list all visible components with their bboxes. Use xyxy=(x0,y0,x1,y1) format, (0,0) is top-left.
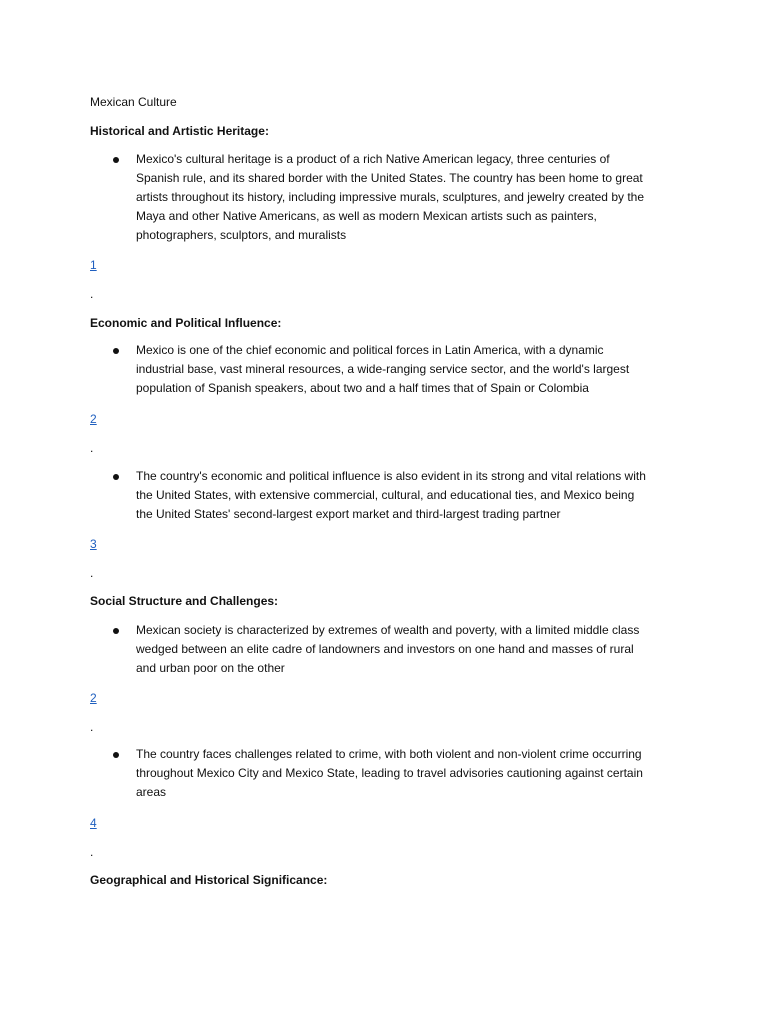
bullet-icon xyxy=(113,752,119,758)
paragraph-line: The country's economic and political influence is also evident in its strong and vital relations with xyxy=(136,469,646,483)
paragraph-line: photographers, sculptors, and muralists xyxy=(136,228,347,242)
paragraph-line: Maya and other Native Americans, as well as modern Mexican artists such as painters, xyxy=(136,209,597,223)
section-heading-geographical: Geographical and Historical Significance: xyxy=(90,873,328,887)
paragraph-line: Spanish rule, and its shared border with the United States. The country has been home to great xyxy=(136,171,643,185)
citation-link[interactable]: 2 xyxy=(90,412,97,426)
paragraph-line: wedged between an elite cadre of landowners and investors on one hand and masses of rural xyxy=(136,642,634,656)
citation-period: . xyxy=(90,566,94,580)
paragraph-line: the United States, with extensive commercial, cultural, and educational ties, and Mexico being xyxy=(136,488,635,502)
bullet-paragraph xyxy=(136,150,696,245)
paragraph-line: The country faces challenges related to crime, with both violent and non-violent crime occurring xyxy=(136,747,642,761)
bullet-paragraph xyxy=(136,467,696,524)
paragraph-line: Mexico's cultural heritage is a product of a rich Native American legacy, three centuries of xyxy=(136,152,610,166)
paragraph-line: the United States' second-largest export market and third-largest trading partner xyxy=(136,507,561,521)
paragraph-line: population of Spanish speakers, about two and a half times that of Spain or Colombia xyxy=(136,381,589,395)
document-title: Mexican Culture xyxy=(90,95,177,109)
bullet-paragraph xyxy=(136,745,696,802)
bullet-icon xyxy=(113,628,119,634)
citation-link[interactable]: 1 xyxy=(90,258,97,272)
citation-period: . xyxy=(90,720,94,734)
citation-period: . xyxy=(90,287,94,301)
paragraph-line: Mexico is one of the chief economic and political forces in Latin America, with a dynamic xyxy=(136,343,604,357)
bullet-icon xyxy=(113,474,119,480)
section-heading-economic: Economic and Political Influence: xyxy=(90,316,282,330)
bullet-paragraph xyxy=(136,621,696,678)
paragraph-line: industrial base, vast mineral resources, a wide-ranging service sector, and the world's largest xyxy=(136,362,630,376)
paragraph-line: throughout Mexico City and Mexico State, leading to travel advisories cautioning against certain xyxy=(136,766,643,780)
paragraph-line: areas xyxy=(136,785,167,799)
citation-link[interactable]: 4 xyxy=(90,816,97,830)
paragraph-line: Mexican society is characterized by extremes of wealth and poverty, with a limited middle class xyxy=(136,623,640,637)
bullet-icon xyxy=(113,157,119,163)
bullet-icon xyxy=(113,348,119,354)
paragraph-line: artists throughout its history, including impressive murals, sculptures, and jewelry created by the xyxy=(136,190,645,204)
section-heading-social: Social Structure and Challenges: xyxy=(90,594,279,608)
citation-link[interactable]: 3 xyxy=(90,537,97,551)
citation-period: . xyxy=(90,441,94,455)
bullet-paragraph xyxy=(136,341,696,398)
section-heading-historical: Historical and Artistic Heritage: xyxy=(90,124,269,138)
paragraph-line: and urban poor on the other xyxy=(136,661,285,675)
citation-period: . xyxy=(90,845,94,859)
citation-link[interactable]: 2 xyxy=(90,691,97,705)
